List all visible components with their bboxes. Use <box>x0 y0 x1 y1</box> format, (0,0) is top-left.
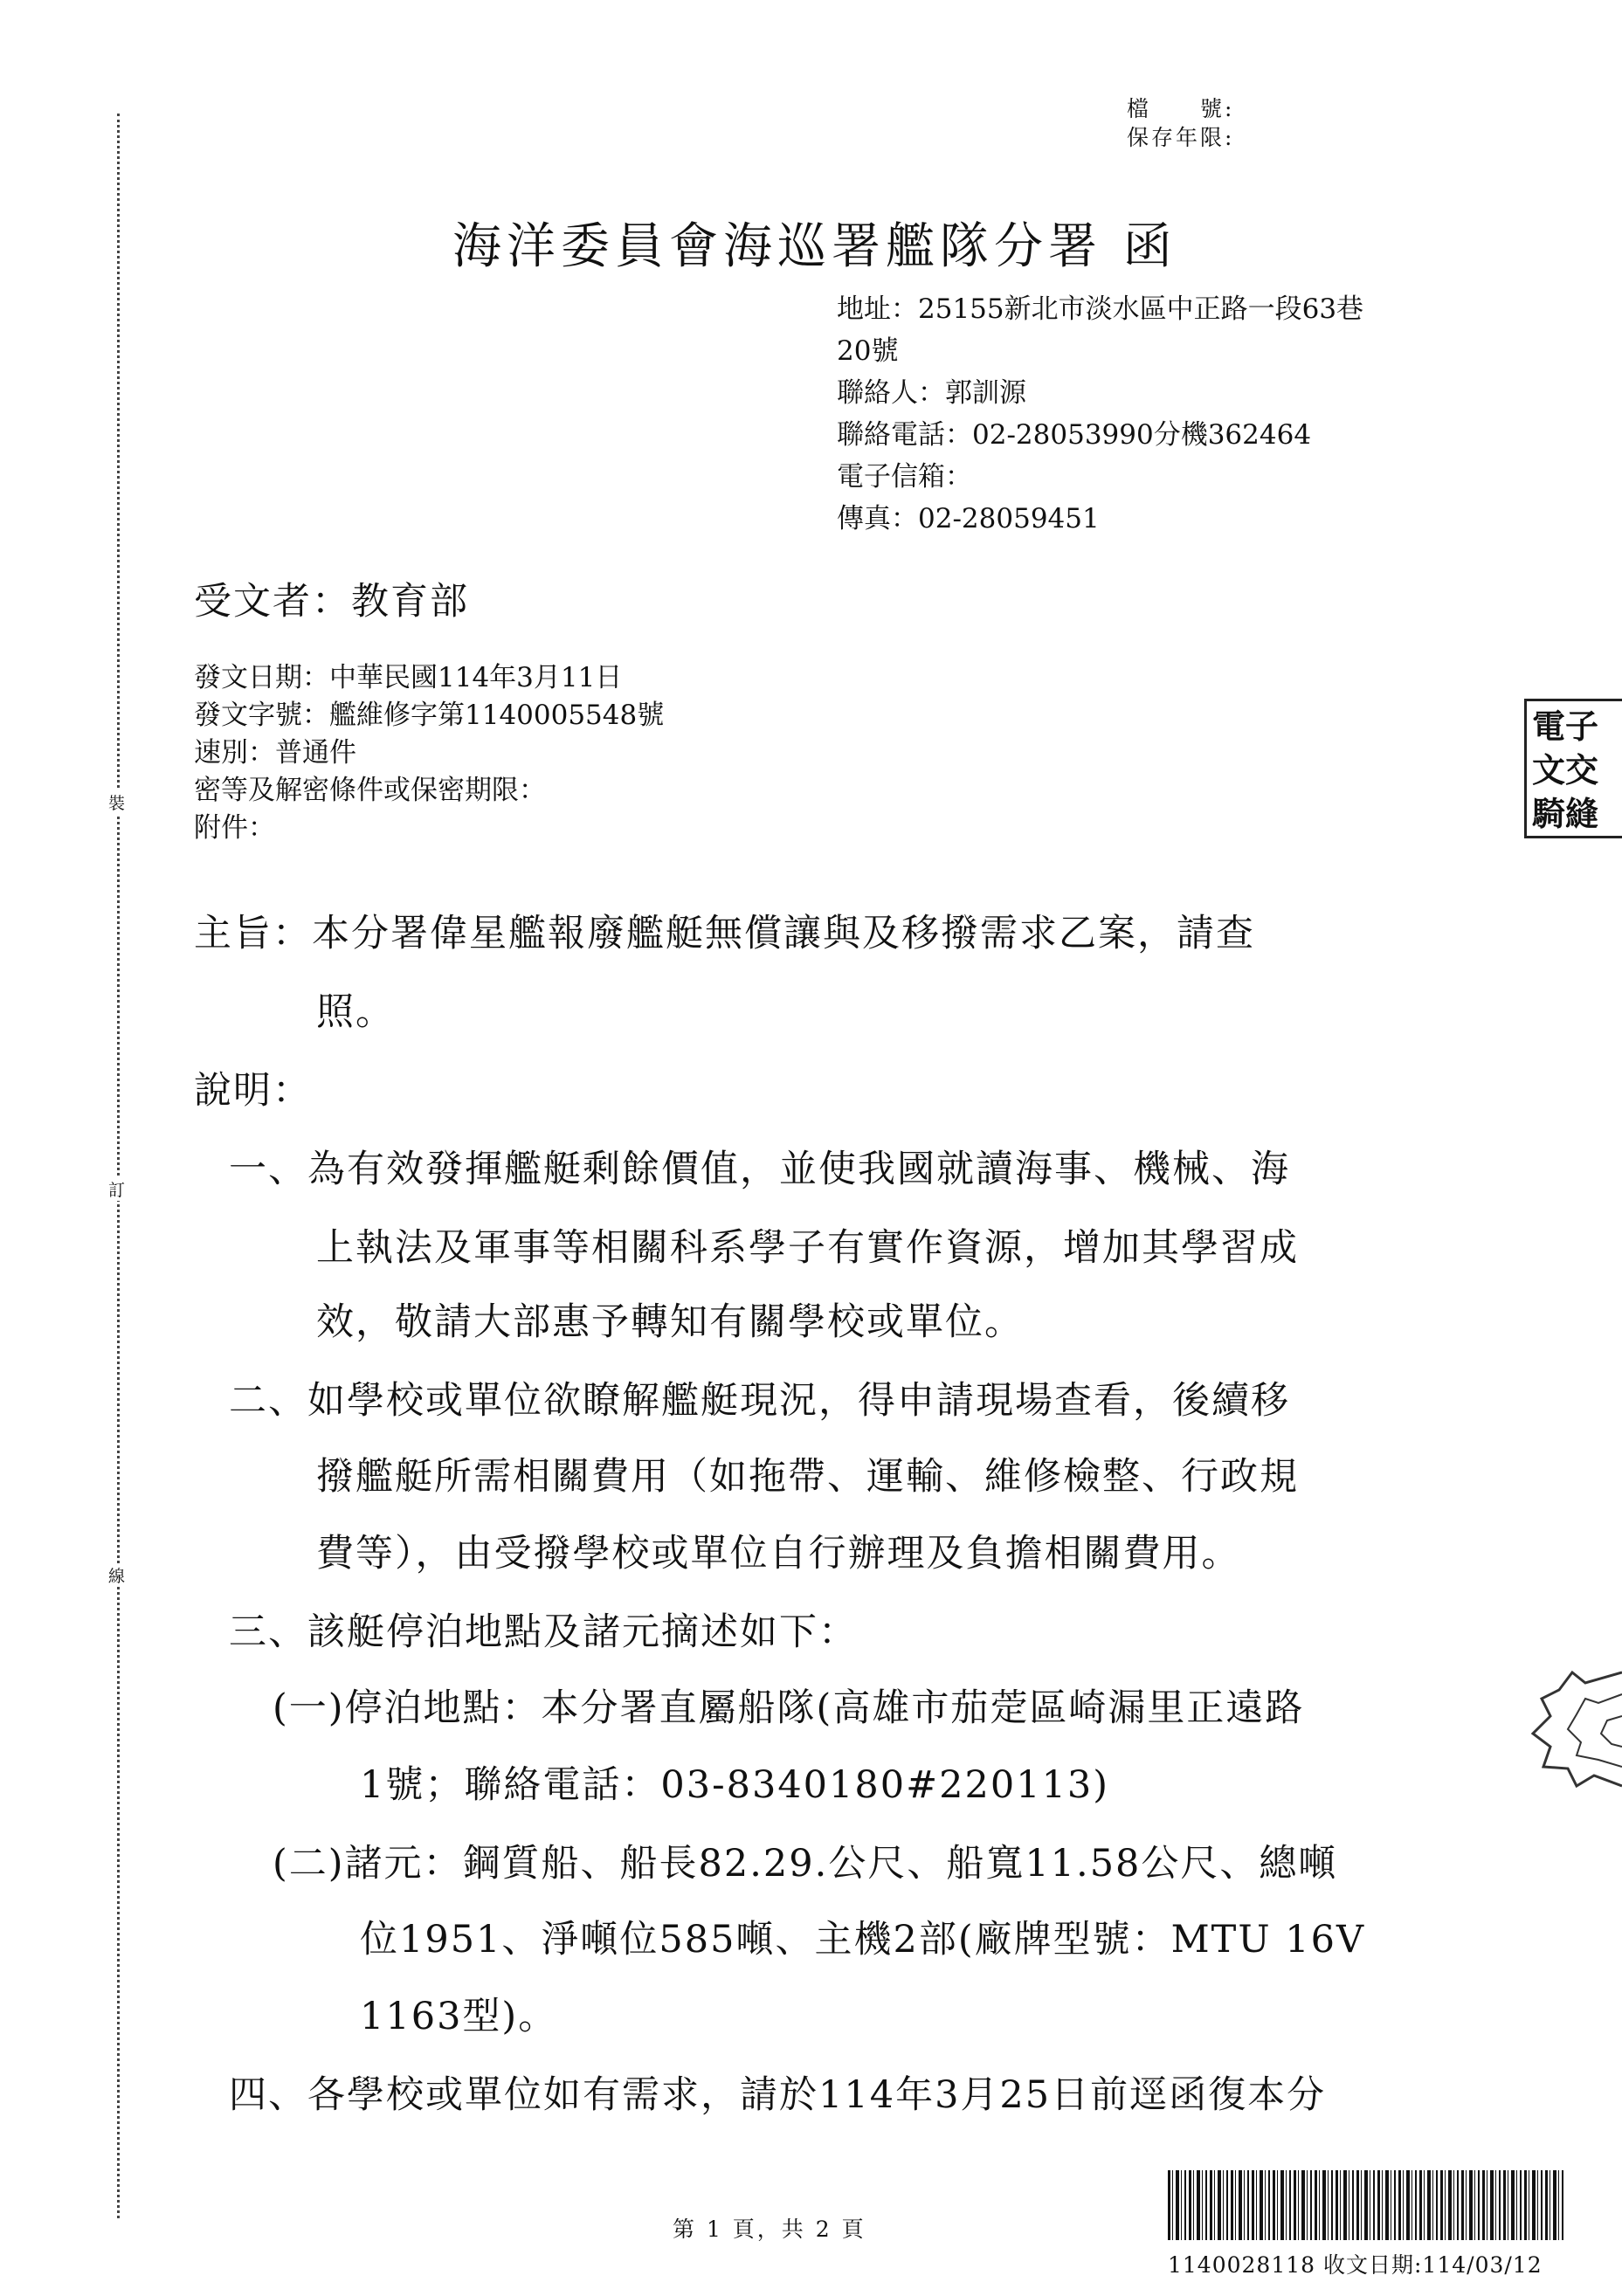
item-3b-line-2: 位1951、淨噸位585噸、主機2部(廠牌型號：MTU 16V <box>360 1918 1366 1962</box>
contact-phone: 聯絡電話：02-28053990分機362464 <box>837 419 1312 451</box>
page-number: 第 1 頁，共 2 頁 <box>673 2217 866 2242</box>
item-3b-line-1: (二)諸元：鋼質船、船長82.29.公尺、船寬11.58公尺、總噸 <box>273 1842 1338 1886</box>
barcode-icon <box>1168 2170 1565 2240</box>
file-meta <box>1127 94 1234 152</box>
retention-period: 保存年限: <box>1127 125 1235 150</box>
secrecy-level: 密等及解密條件或保密期限： <box>194 775 546 806</box>
contact-person: 聯絡人：郭訓源 <box>837 377 1026 409</box>
seal-text-2: 文交 <box>1532 750 1599 789</box>
item-1-line-3: 效，敬請大部惠予轉知有關學校或單位。 <box>316 1300 1024 1344</box>
doc-info <box>194 659 664 847</box>
contact-email: 電子信箱： <box>837 461 972 493</box>
address-line-2: 20號 <box>837 335 899 367</box>
margin-label-line: 線 <box>108 1563 125 1587</box>
partial-seal-icon <box>1524 1664 1622 1795</box>
seal-text-3: 騎縫 <box>1532 794 1599 833</box>
item-4-line-1: 四、各學校或單位如有需求，請於114年3月25日前逕函復本分 <box>229 2073 1327 2117</box>
binding-margin-line <box>117 114 120 2218</box>
issue-date: 發文日期：中華民國114年3月11日 <box>194 662 623 693</box>
seal-text-1: 電子 <box>1532 707 1599 746</box>
item-3a-line-1: (一)停泊地點：本分署直屬船隊(高雄市茄萣區崎漏里正遠路 <box>273 1686 1305 1730</box>
doc-number: 發文字號：艦維修字第1140005548號 <box>194 700 665 731</box>
electronic-seal-stamp <box>1524 699 1622 838</box>
subject-line-1: 主旨：本分署偉星艦報廢艦艇無償讓與及移撥需求乙案，請查 <box>194 912 1255 955</box>
urgency: 速別：普通件 <box>194 737 356 769</box>
margin-label-bind: 裝 <box>108 790 125 814</box>
address-line-1: 地址：25155新北市淡水區中正路一段63巷 <box>837 293 1364 325</box>
attachment: 附件： <box>194 812 275 844</box>
file-number: 檔 號: <box>1127 96 1235 121</box>
subject-line-2: 照。 <box>316 990 395 1034</box>
document-title: 海洋委員會海巡署艦隊分署 函 <box>452 218 1177 275</box>
explanation-label: 說明： <box>194 1069 312 1113</box>
margin-label-staple: 訂 <box>108 1177 125 1201</box>
item-2-line-2: 撥艦艇所需相關費用（如拖帶、運輸、維修檢整、行政規 <box>316 1455 1299 1499</box>
item-3-line-1: 三、該艇停泊地點及諸元摘述如下： <box>229 1610 858 1654</box>
item-3a-line-2: 1號；聯絡電話：03-8340180#220113) <box>360 1763 1110 1807</box>
item-1-line-1: 一、為有效發揮艦艇剩餘價值，並使我國就讀海事、機械、海 <box>229 1148 1290 1191</box>
contact-block <box>837 288 1363 540</box>
item-1-line-2: 上執法及軍事等相關科系學子有實作資源，增加其學習成 <box>316 1226 1299 1270</box>
item-2-line-3: 費等），由受撥學校或單位自行辦理及負擔相關費用。 <box>316 1532 1241 1575</box>
receipt-date: 1140028118 收文日期:114/03/12 <box>1168 2252 1543 2278</box>
contact-fax: 傳真：02-28059451 <box>837 503 1100 534</box>
recipient: 受文者：教育部 <box>194 580 469 624</box>
item-2-line-1: 二、如學校或單位欲瞭解艦艇現況，得申請現場查看，後續移 <box>229 1379 1290 1423</box>
item-3b-line-3: 1163型)。 <box>360 1995 558 2038</box>
